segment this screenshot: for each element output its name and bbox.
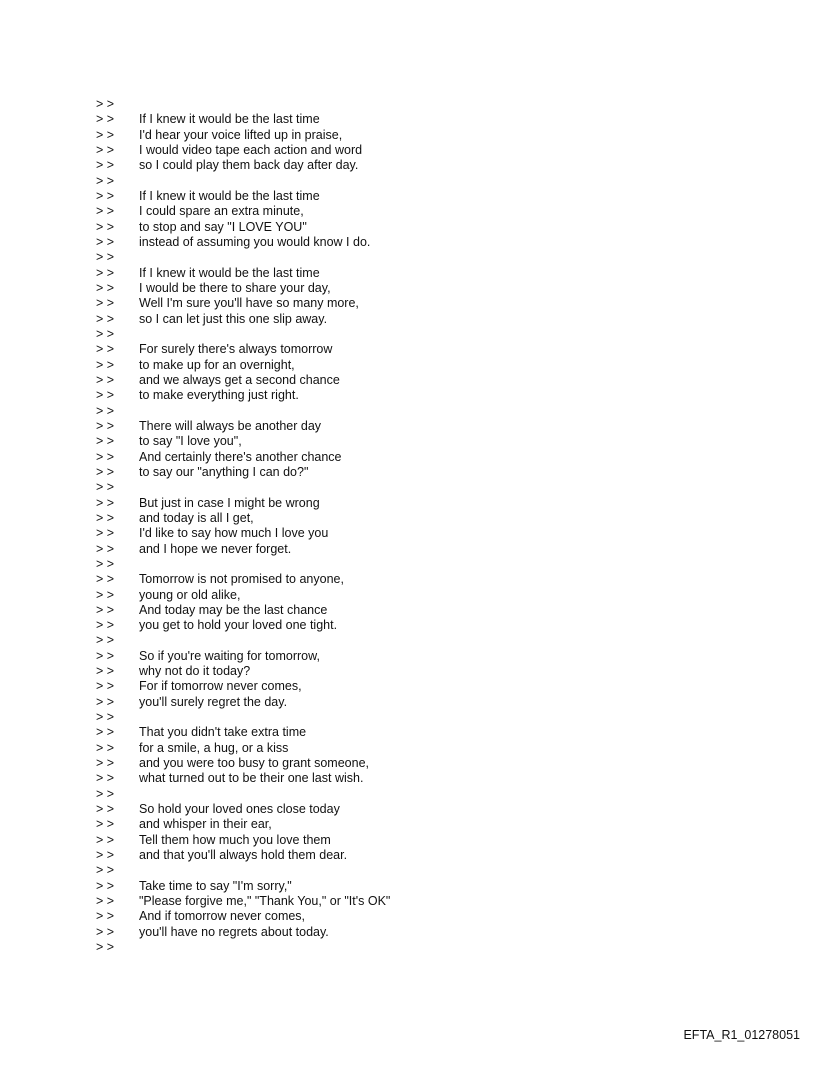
quoted-line <box>96 679 390 694</box>
line-text: If I knew it would be the last time <box>139 265 320 280</box>
line-text: you get to hold your loved one tight. <box>139 618 338 633</box>
quoted-line <box>96 465 390 480</box>
quote-marker: > > <box>96 863 115 878</box>
quoted-line <box>96 327 390 342</box>
quote-marker: > > <box>96 112 115 127</box>
line-text: That you didn't take extra time <box>139 725 307 740</box>
quoted-line <box>96 404 390 419</box>
line-text: Well I'm sure you'll have so many more, <box>139 296 359 311</box>
quote-marker: > > <box>96 219 115 234</box>
line-text: to say our "anything I can do?" <box>139 464 309 479</box>
quoted-line <box>96 618 390 633</box>
quote-marker: > > <box>96 510 115 525</box>
line-text: So hold your loved ones close today <box>139 802 340 817</box>
quote-marker: > > <box>96 495 115 510</box>
line-text: So if you're waiting for tomorrow, <box>139 648 320 663</box>
line-text: to make everything just right. <box>139 388 299 403</box>
quote-marker: > > <box>96 710 115 725</box>
quote-marker: > > <box>96 802 115 817</box>
line-text: There will always be another day <box>139 418 322 433</box>
line-text: instead of assuming you would know I do. <box>139 234 371 249</box>
quoted-line <box>96 664 390 679</box>
quote-marker: > > <box>96 342 115 357</box>
quoted-line <box>96 741 390 756</box>
quoted-line <box>96 771 390 786</box>
quote-marker: > > <box>96 127 115 142</box>
line-text: to say "I love you", <box>139 434 242 449</box>
quoted-line <box>96 388 390 403</box>
quote-marker: > > <box>96 648 115 663</box>
line-text: young or old alike, <box>139 587 241 602</box>
quote-marker: > > <box>96 250 115 265</box>
line-text: For if tomorrow never comes, <box>139 679 302 694</box>
quote-marker: > > <box>96 618 115 633</box>
line-text: and that you'll always hold them dear. <box>139 848 348 863</box>
quoted-line <box>96 557 390 572</box>
line-text: I would be there to share your day, <box>139 280 331 295</box>
line-text: If I knew it would be the last time <box>139 188 320 203</box>
poem-text <box>96 97 390 955</box>
quoted-line <box>96 925 390 940</box>
quote-marker: > > <box>96 848 115 863</box>
line-text: and you were too busy to grant someone, <box>139 756 370 771</box>
quoted-line <box>96 879 390 894</box>
line-text: For surely there's always tomorrow <box>139 342 333 357</box>
quoted-line <box>96 894 390 909</box>
line-text: and today is all I get, <box>139 510 254 525</box>
quoted-line <box>96 220 390 235</box>
quoted-line <box>96 250 390 265</box>
line-text: Take time to say "I'm sorry," <box>139 878 292 893</box>
document-id: EFTA_R1_01278051 <box>683 1028 800 1042</box>
quote-marker: > > <box>96 296 115 311</box>
quote-marker: > > <box>96 97 115 111</box>
quote-marker: > > <box>96 894 115 909</box>
quote-marker: > > <box>96 541 115 556</box>
quoted-line <box>96 633 390 648</box>
quote-marker: > > <box>96 265 115 280</box>
line-text: what turned out to be their one last wish. <box>139 771 364 786</box>
line-text: I would video tape each action and word <box>139 142 363 157</box>
quote-marker: > > <box>96 909 115 924</box>
quoted-line <box>96 312 390 327</box>
line-text: to make up for an overnight, <box>139 357 295 372</box>
quote-marker: > > <box>96 679 115 694</box>
quoted-line <box>96 266 390 281</box>
quote-marker: > > <box>96 756 115 771</box>
quoted-line <box>96 281 390 296</box>
line-text: Tomorrow is not promised to anyone, <box>139 572 344 587</box>
quote-marker: > > <box>96 311 115 326</box>
quote-marker: > > <box>96 740 115 755</box>
quote-marker: > > <box>96 572 115 587</box>
quote-marker: > > <box>96 403 115 418</box>
line-text: and we always get a second chance <box>139 372 340 387</box>
quoted-line <box>96 940 390 955</box>
quoted-line <box>96 112 390 127</box>
line-text: for a smile, a hug, or a kiss <box>139 740 289 755</box>
line-text: I'd like to say how much I love you <box>139 526 329 541</box>
quoted-line <box>96 511 390 526</box>
line-text: "Please forgive me," "Thank You," or "It's OK" <box>139 894 391 909</box>
quote-marker: > > <box>96 449 115 464</box>
quoted-line <box>96 833 390 848</box>
line-text: Tell them how much you love them <box>139 832 331 847</box>
line-text: But just in case I might be wrong <box>139 495 320 510</box>
quoted-line <box>96 710 390 725</box>
quoted-line <box>96 802 390 817</box>
quoted-line <box>96 128 390 143</box>
quote-marker: > > <box>96 158 115 173</box>
quoted-line <box>96 725 390 740</box>
quoted-line <box>96 756 390 771</box>
quote-marker: > > <box>96 694 115 709</box>
quoted-line <box>96 526 390 541</box>
quoted-line <box>96 603 390 618</box>
quoted-line <box>96 572 390 587</box>
quoted-line <box>96 909 390 924</box>
line-text: you'll surely regret the day. <box>139 694 288 709</box>
quoted-line <box>96 373 390 388</box>
line-text: If I knew it would be the last time <box>139 112 320 127</box>
quoted-line <box>96 174 390 189</box>
quoted-line <box>96 419 390 434</box>
quote-marker: > > <box>96 434 115 449</box>
quoted-line <box>96 143 390 158</box>
quote-marker: > > <box>96 817 115 832</box>
quote-marker: > > <box>96 188 115 203</box>
quote-marker: > > <box>96 280 115 295</box>
quote-marker: > > <box>96 786 115 801</box>
quoted-line <box>96 296 390 311</box>
quoted-line <box>96 695 390 710</box>
quote-marker: > > <box>96 173 115 188</box>
quote-marker: > > <box>96 480 115 495</box>
quoted-line <box>96 434 390 449</box>
quoted-line <box>96 480 390 495</box>
quoted-line <box>96 235 390 250</box>
line-text: you'll have no regrets about today. <box>139 924 329 939</box>
quote-marker: > > <box>96 234 115 249</box>
quote-marker: > > <box>96 526 115 541</box>
quote-marker: > > <box>96 357 115 372</box>
quote-marker: > > <box>96 602 115 617</box>
line-text: so I could play them back day after day. <box>139 158 359 173</box>
quote-marker: > > <box>96 326 115 341</box>
quoted-line <box>96 189 390 204</box>
quoted-line <box>96 588 390 603</box>
quoted-line <box>96 848 390 863</box>
quote-marker: > > <box>96 372 115 387</box>
quoted-line <box>96 496 390 511</box>
quoted-line <box>96 649 390 664</box>
line-text: to stop and say "I LOVE YOU" <box>139 219 307 234</box>
quoted-line <box>96 817 390 832</box>
quote-marker: > > <box>96 556 115 571</box>
line-text: I'd hear your voice lifted up in praise, <box>139 127 343 142</box>
quote-marker: > > <box>96 878 115 893</box>
quote-marker: > > <box>96 940 115 955</box>
quote-marker: > > <box>96 464 115 479</box>
quoted-line <box>96 158 390 173</box>
quoted-line <box>96 204 390 219</box>
quoted-line <box>96 863 390 878</box>
quote-marker: > > <box>96 204 115 219</box>
quoted-line <box>96 787 390 802</box>
quote-marker: > > <box>96 832 115 847</box>
line-text: and I hope we never forget. <box>139 541 292 556</box>
line-text: And certainly there's another chance <box>139 449 342 464</box>
quoted-line <box>96 358 390 373</box>
quoted-line <box>96 450 390 465</box>
quote-marker: > > <box>96 142 115 157</box>
quote-marker: > > <box>96 771 115 786</box>
line-text: why not do it today? <box>139 664 251 679</box>
line-text: I could spare an extra minute, <box>139 204 304 219</box>
quoted-line <box>96 542 390 557</box>
line-text: so I can let just this one slip away. <box>139 311 328 326</box>
quote-marker: > > <box>96 664 115 679</box>
quote-marker: > > <box>96 924 115 939</box>
quoted-line <box>96 342 390 357</box>
quote-marker: > > <box>96 388 115 403</box>
line-text: and whisper in their ear, <box>139 817 272 832</box>
quote-marker: > > <box>96 725 115 740</box>
quote-marker: > > <box>96 418 115 433</box>
line-text: And if tomorrow never comes, <box>139 909 306 924</box>
quoted-line <box>96 97 390 112</box>
line-text: And today may be the last chance <box>139 602 328 617</box>
quote-marker: > > <box>96 633 115 648</box>
quote-marker: > > <box>96 587 115 602</box>
